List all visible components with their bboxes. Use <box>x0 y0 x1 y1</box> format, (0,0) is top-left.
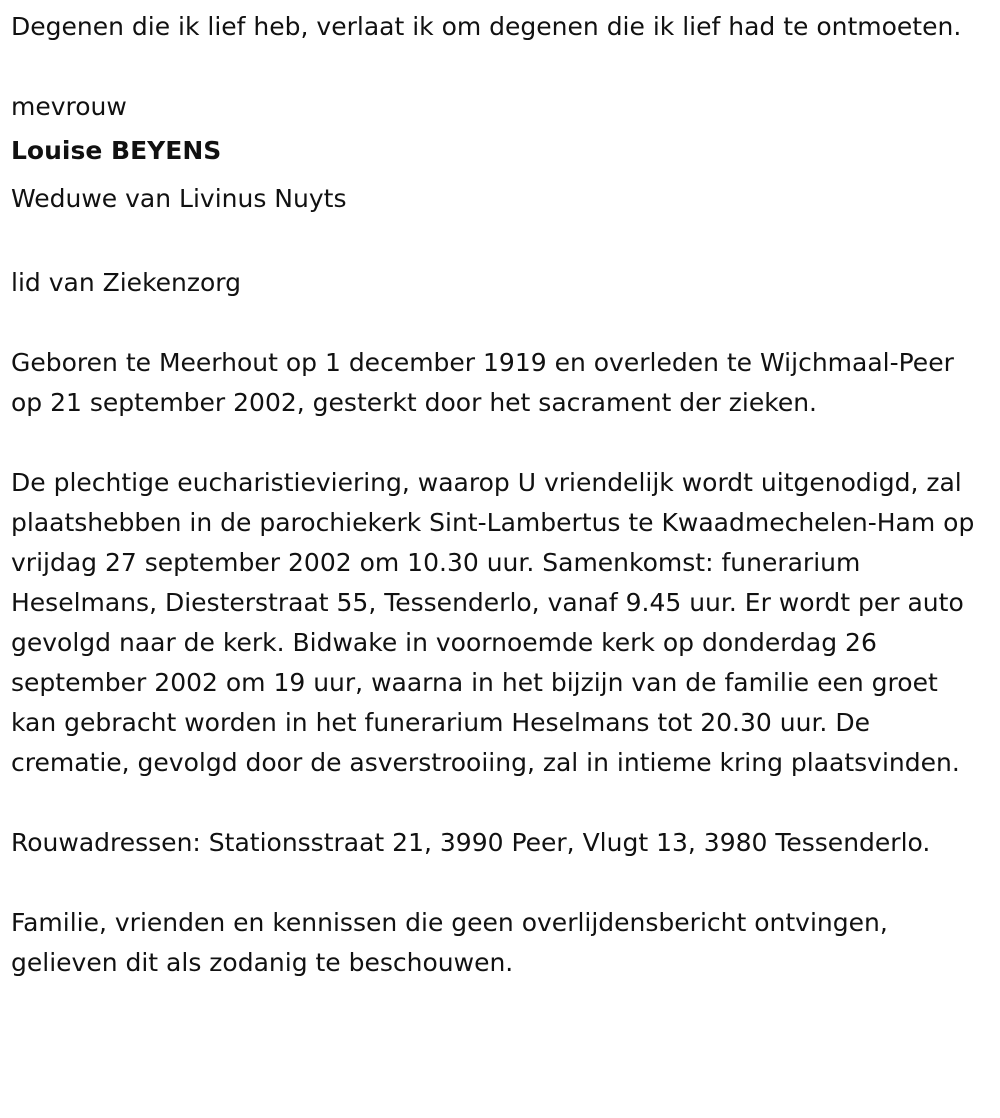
closing-paragraph: Familie, vrienden en kennissen die geen overlijdensbericht ontvingen, gelieven dit als zodanig te beschouwen. <box>11 908 888 977</box>
motto-text: Degenen die ik lief heb, verlaat ik om degenen die ik lief had te ontmoeten. <box>11 12 962 41</box>
membership-line: lid van Ziekenzorg <box>11 268 242 297</box>
addresses-paragraph: Rouwadressen: Stationsstraat 21, 3990 Peer, Vlugt 13, 3980 Tessenderlo. <box>11 828 931 857</box>
birth-death-paragraph: Geboren te Meerhout op 1 december 1919 en overleden te Wijchmaal-Peer op 21 september 2002, gesterkt door het sacrament der zieken. <box>11 348 954 417</box>
ceremony-paragraph: De plechtige eucharistieviering, waarop U vriendelijk wordt uitgenodigd, zal plaatshebben in de parochiekerk Sint-Lambertus te Kwaadmechelen-Ham op vrijdag 27 september 2002 om 10.30 uur. Samenkomst: funerarium Heselmans, Diesterstraat 55, Tessenderlo, vanaf 9.45 uur. Er wordt per auto gevolgd naar de kerk. Bidwake in voornoemde kerk op donderdag 26 september 2002 om 19 uur, waarna in het bijzijn van de familie een groet kan gebracht worden in het funerarium Heselmans tot 20.30 uur. De crematie, gevolgd door de asverstrooiing, zal in intieme kring plaatsvinden. <box>11 468 975 777</box>
salutation: mevrouw <box>11 92 127 121</box>
widow-of-line: Weduwe van Livinus Nuyts <box>11 184 347 213</box>
deceased-name: Louise BEYENS <box>11 136 222 165</box>
